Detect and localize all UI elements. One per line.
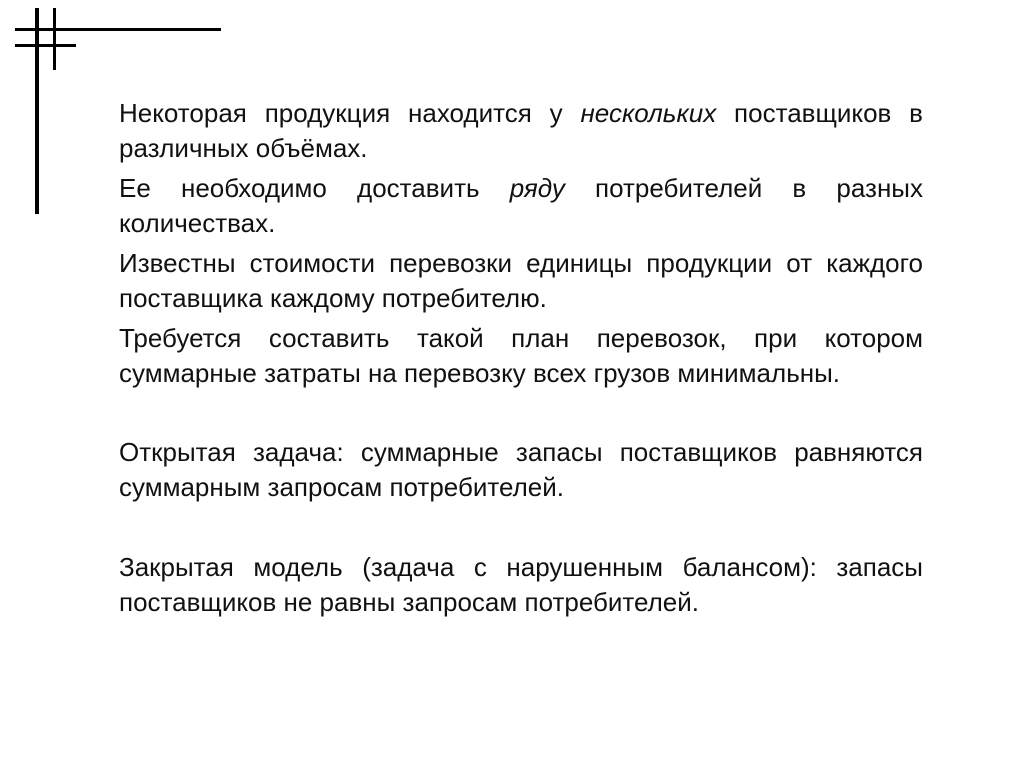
text-segment: Открытая задача: суммарные запасы поставщиков равняются суммарным запросам потребителей. <box>119 437 923 502</box>
text-segment: Ее необходимо доставить <box>119 173 510 203</box>
corner-decoration-vertical-long <box>35 8 39 214</box>
paragraph-consumers <box>119 171 923 241</box>
text-segment: Некоторая продукция находится у <box>119 98 581 128</box>
paragraph-suppliers <box>119 96 923 166</box>
corner-decoration-horizontal-short <box>15 44 76 47</box>
text-segment: Закрытая модель (задача с нарушенным балансом): запасы поставщиков не равны запросам потребителей. <box>119 552 923 617</box>
text-segment: потребителей в разных количествах. <box>119 173 923 238</box>
paragraph-requirement <box>119 321 923 391</box>
text-segment-italic: нескольких <box>580 98 717 128</box>
text-segment: Известны стоимости перевозки единицы продукции от каждого поставщика каждому потребителю. <box>119 248 923 313</box>
text-segment: Требуется составить такой план перевозок, при котором суммарные затраты на перевозку всех грузов минимальны. <box>119 323 923 388</box>
paragraph-costs <box>119 246 923 316</box>
text-segment: поставщиков в различных объёмах. <box>119 98 923 163</box>
paragraph-open-task <box>119 435 923 505</box>
corner-decoration-horizontal-long <box>15 28 221 31</box>
paragraph-closed-model <box>119 550 923 620</box>
slide-body-text <box>119 96 923 625</box>
corner-decoration-vertical-short <box>53 8 56 70</box>
text-segment-italic: ряду <box>509 173 565 203</box>
